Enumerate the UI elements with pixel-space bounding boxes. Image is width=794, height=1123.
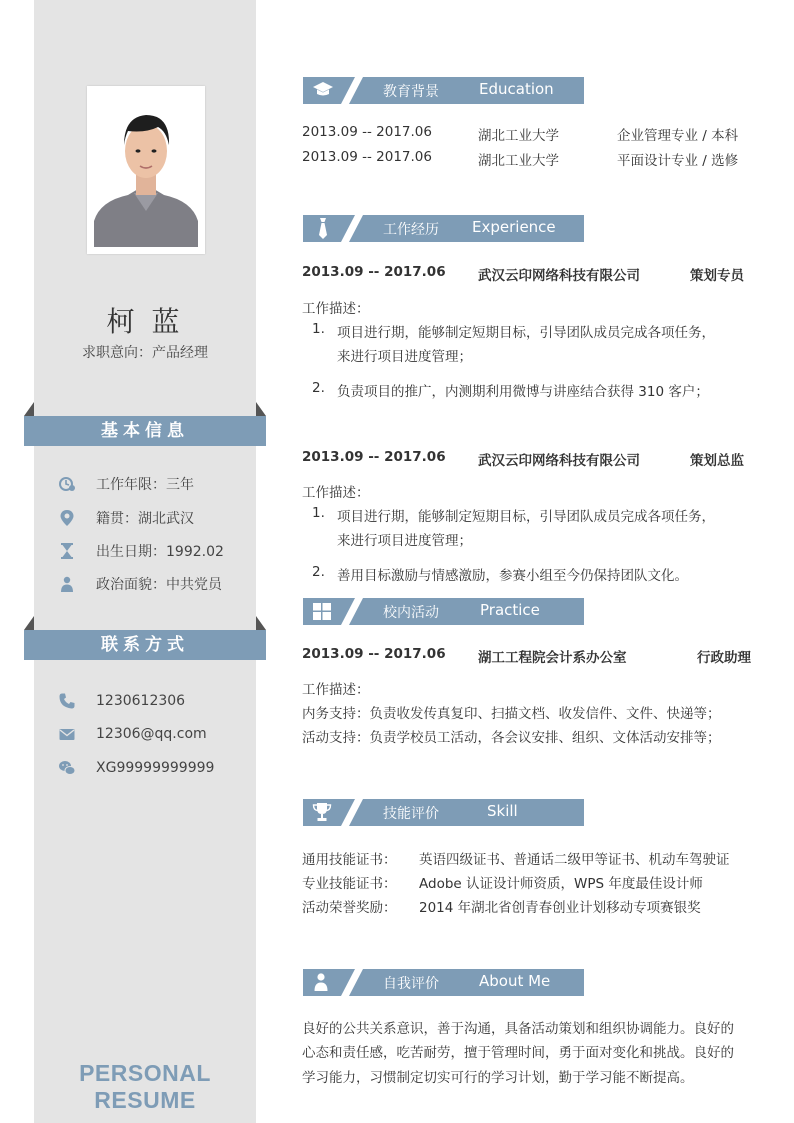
job-1-role: 策划专员 bbox=[690, 268, 744, 284]
location-pin-icon bbox=[58, 509, 76, 527]
contact-wechat bbox=[58, 757, 214, 779]
edu-1-major: 企业管理专业 / 本科 bbox=[617, 128, 739, 144]
clock-icon bbox=[58, 475, 76, 493]
job-1-date: 2013.09 -- 2017.06 bbox=[302, 264, 446, 280]
experience-title: 工作经历 bbox=[383, 222, 439, 238]
contact-wechat-text[interactable]: XG99999999999 bbox=[96, 760, 215, 776]
job-objective: 求职意向：产品经理 bbox=[82, 345, 208, 361]
mail-icon bbox=[58, 725, 76, 743]
edu-2-school: 湖北工业大学 bbox=[478, 153, 559, 169]
edu-2-date: 2013.09 -- 2017.06 bbox=[302, 149, 432, 165]
education-header bbox=[303, 77, 584, 104]
skill-2-value: Adobe 认证设计师资质，WPS 年度最佳设计师 bbox=[419, 876, 703, 892]
job-2-role: 策划总监 bbox=[690, 453, 744, 469]
info-hometown bbox=[58, 507, 194, 529]
practice-title-en: Practice bbox=[480, 601, 540, 619]
hourglass-icon bbox=[58, 542, 76, 560]
info-political-status bbox=[58, 573, 222, 595]
personal-resume-footer: PERSONAL RESUME bbox=[79, 1060, 211, 1113]
about-line-1: 良好的公共关系意识，善于沟通，具备活动策划和组织协调能力。良好的 bbox=[302, 1021, 734, 1037]
profile-photo-frame bbox=[87, 86, 205, 254]
practice-org: 湖工工程院会计系办公室 bbox=[478, 650, 627, 666]
job-2-item-1-line-1: 项目进行期，能够制定短期目标，引导团队成员完成各项任务， bbox=[337, 509, 715, 525]
wechat-icon bbox=[58, 759, 76, 777]
education-title: 教育背景 bbox=[383, 84, 439, 100]
job-2-item-2-line-1: 善用目标激励与情感激励，参赛小组至今仍保持团队文化。 bbox=[337, 568, 688, 584]
practice-desc-label: 工作描述： bbox=[302, 682, 370, 698]
basic-info-banner: 基本信息 bbox=[24, 416, 266, 446]
job-2-desc-label: 工作描述： bbox=[302, 485, 370, 501]
edu-1-date: 2013.09 -- 2017.06 bbox=[302, 124, 432, 140]
practice-line-2: 活动支持：负责学校员工活动，各会议安排、组织、文体活动安排等； bbox=[302, 730, 721, 746]
job-2-company: 武汉云印网络科技有限公司 bbox=[478, 453, 640, 469]
experience-header bbox=[303, 215, 584, 242]
contact-phone bbox=[58, 690, 185, 712]
skill-title: 技能评价 bbox=[383, 806, 439, 822]
info-hometown-text: 籍贯：湖北武汉 bbox=[96, 511, 194, 527]
about-line-2: 心态和责任感，吃苦耐劳，擅于管理时间，勇于面对变化和挑战。良好的 bbox=[302, 1045, 734, 1061]
info-political-status-text: 政治面貌：中共党员 bbox=[96, 577, 222, 593]
job-1-item-1-line-1: 项目进行期，能够制定短期目标，引导团队成员完成各项任务， bbox=[337, 325, 715, 341]
info-work-years bbox=[58, 473, 194, 495]
info-birth-date bbox=[58, 540, 224, 562]
job-1-company: 武汉云印网络科技有限公司 bbox=[478, 268, 640, 284]
job-1-item-1-num: 1. bbox=[312, 321, 325, 337]
education-title-en: Education bbox=[479, 80, 554, 98]
skill-1-value: 英语四级证书、普通话二级甲等证书、机动车驾驶证 bbox=[419, 852, 730, 868]
practice-title: 校内活动 bbox=[383, 605, 439, 621]
about-header bbox=[303, 969, 584, 996]
skill-2-label: 专业技能证书： bbox=[302, 876, 397, 892]
job-1-item-1-line-2: 来进行项目进度管理； bbox=[337, 349, 472, 365]
job-2-item-1-num: 1. bbox=[312, 505, 325, 521]
job-2-date: 2013.09 -- 2017.06 bbox=[302, 449, 446, 465]
experience-title-en: Experience bbox=[472, 218, 556, 236]
contact-email bbox=[58, 723, 207, 745]
edu-1-school: 湖北工业大学 bbox=[478, 128, 559, 144]
job-2-item-2-num: 2. bbox=[312, 564, 325, 580]
skill-3-label: 活动荣誉奖励： bbox=[302, 900, 397, 916]
profile-photo bbox=[94, 93, 198, 247]
practice-line-1: 内务支持：负责收发传真复印、扫描文档、收发信件、文件、快递等； bbox=[302, 706, 721, 722]
edu-2-major: 平面设计专业 / 选修 bbox=[617, 153, 739, 169]
phone-icon bbox=[58, 692, 76, 710]
about-line-3: 学习能力，习惯制定切实可行的学习计划，勤于学习能不断提高。 bbox=[302, 1070, 694, 1086]
job-1-desc-label: 工作描述： bbox=[302, 301, 370, 317]
skill-title-en: Skill bbox=[487, 802, 518, 820]
candidate-name: 柯 蓝 bbox=[106, 305, 184, 338]
contact-phone-text[interactable]: 1230612306 bbox=[96, 693, 186, 709]
info-birth-date-text: 出生日期：1992.02 bbox=[96, 544, 224, 560]
contact-email-text[interactable]: 12306@qq.com bbox=[96, 726, 207, 742]
info-work-years-text: 工作年限：三年 bbox=[96, 477, 194, 493]
job-1-item-2-num: 2. bbox=[312, 380, 325, 396]
about-title: 自我评价 bbox=[383, 976, 439, 992]
job-1-item-2-line-1: 负责项目的推广，内测期利用微博与讲座结合获得 310 客户； bbox=[337, 384, 709, 400]
skill-header bbox=[303, 799, 584, 826]
contact-banner: 联系方式 bbox=[24, 630, 266, 660]
practice-role: 行政助理 bbox=[697, 650, 751, 666]
about-title-en: About Me bbox=[479, 972, 551, 990]
practice-date: 2013.09 -- 2017.06 bbox=[302, 646, 446, 662]
practice-header bbox=[303, 598, 584, 625]
skill-1-label: 通用技能证书： bbox=[302, 852, 397, 868]
job-2-item-1-line-2: 来进行项目进度管理； bbox=[337, 533, 472, 549]
skill-3-value: 2014 年湖北省创青春创业计划移动专项赛银奖 bbox=[419, 900, 701, 916]
person-icon bbox=[58, 575, 76, 593]
